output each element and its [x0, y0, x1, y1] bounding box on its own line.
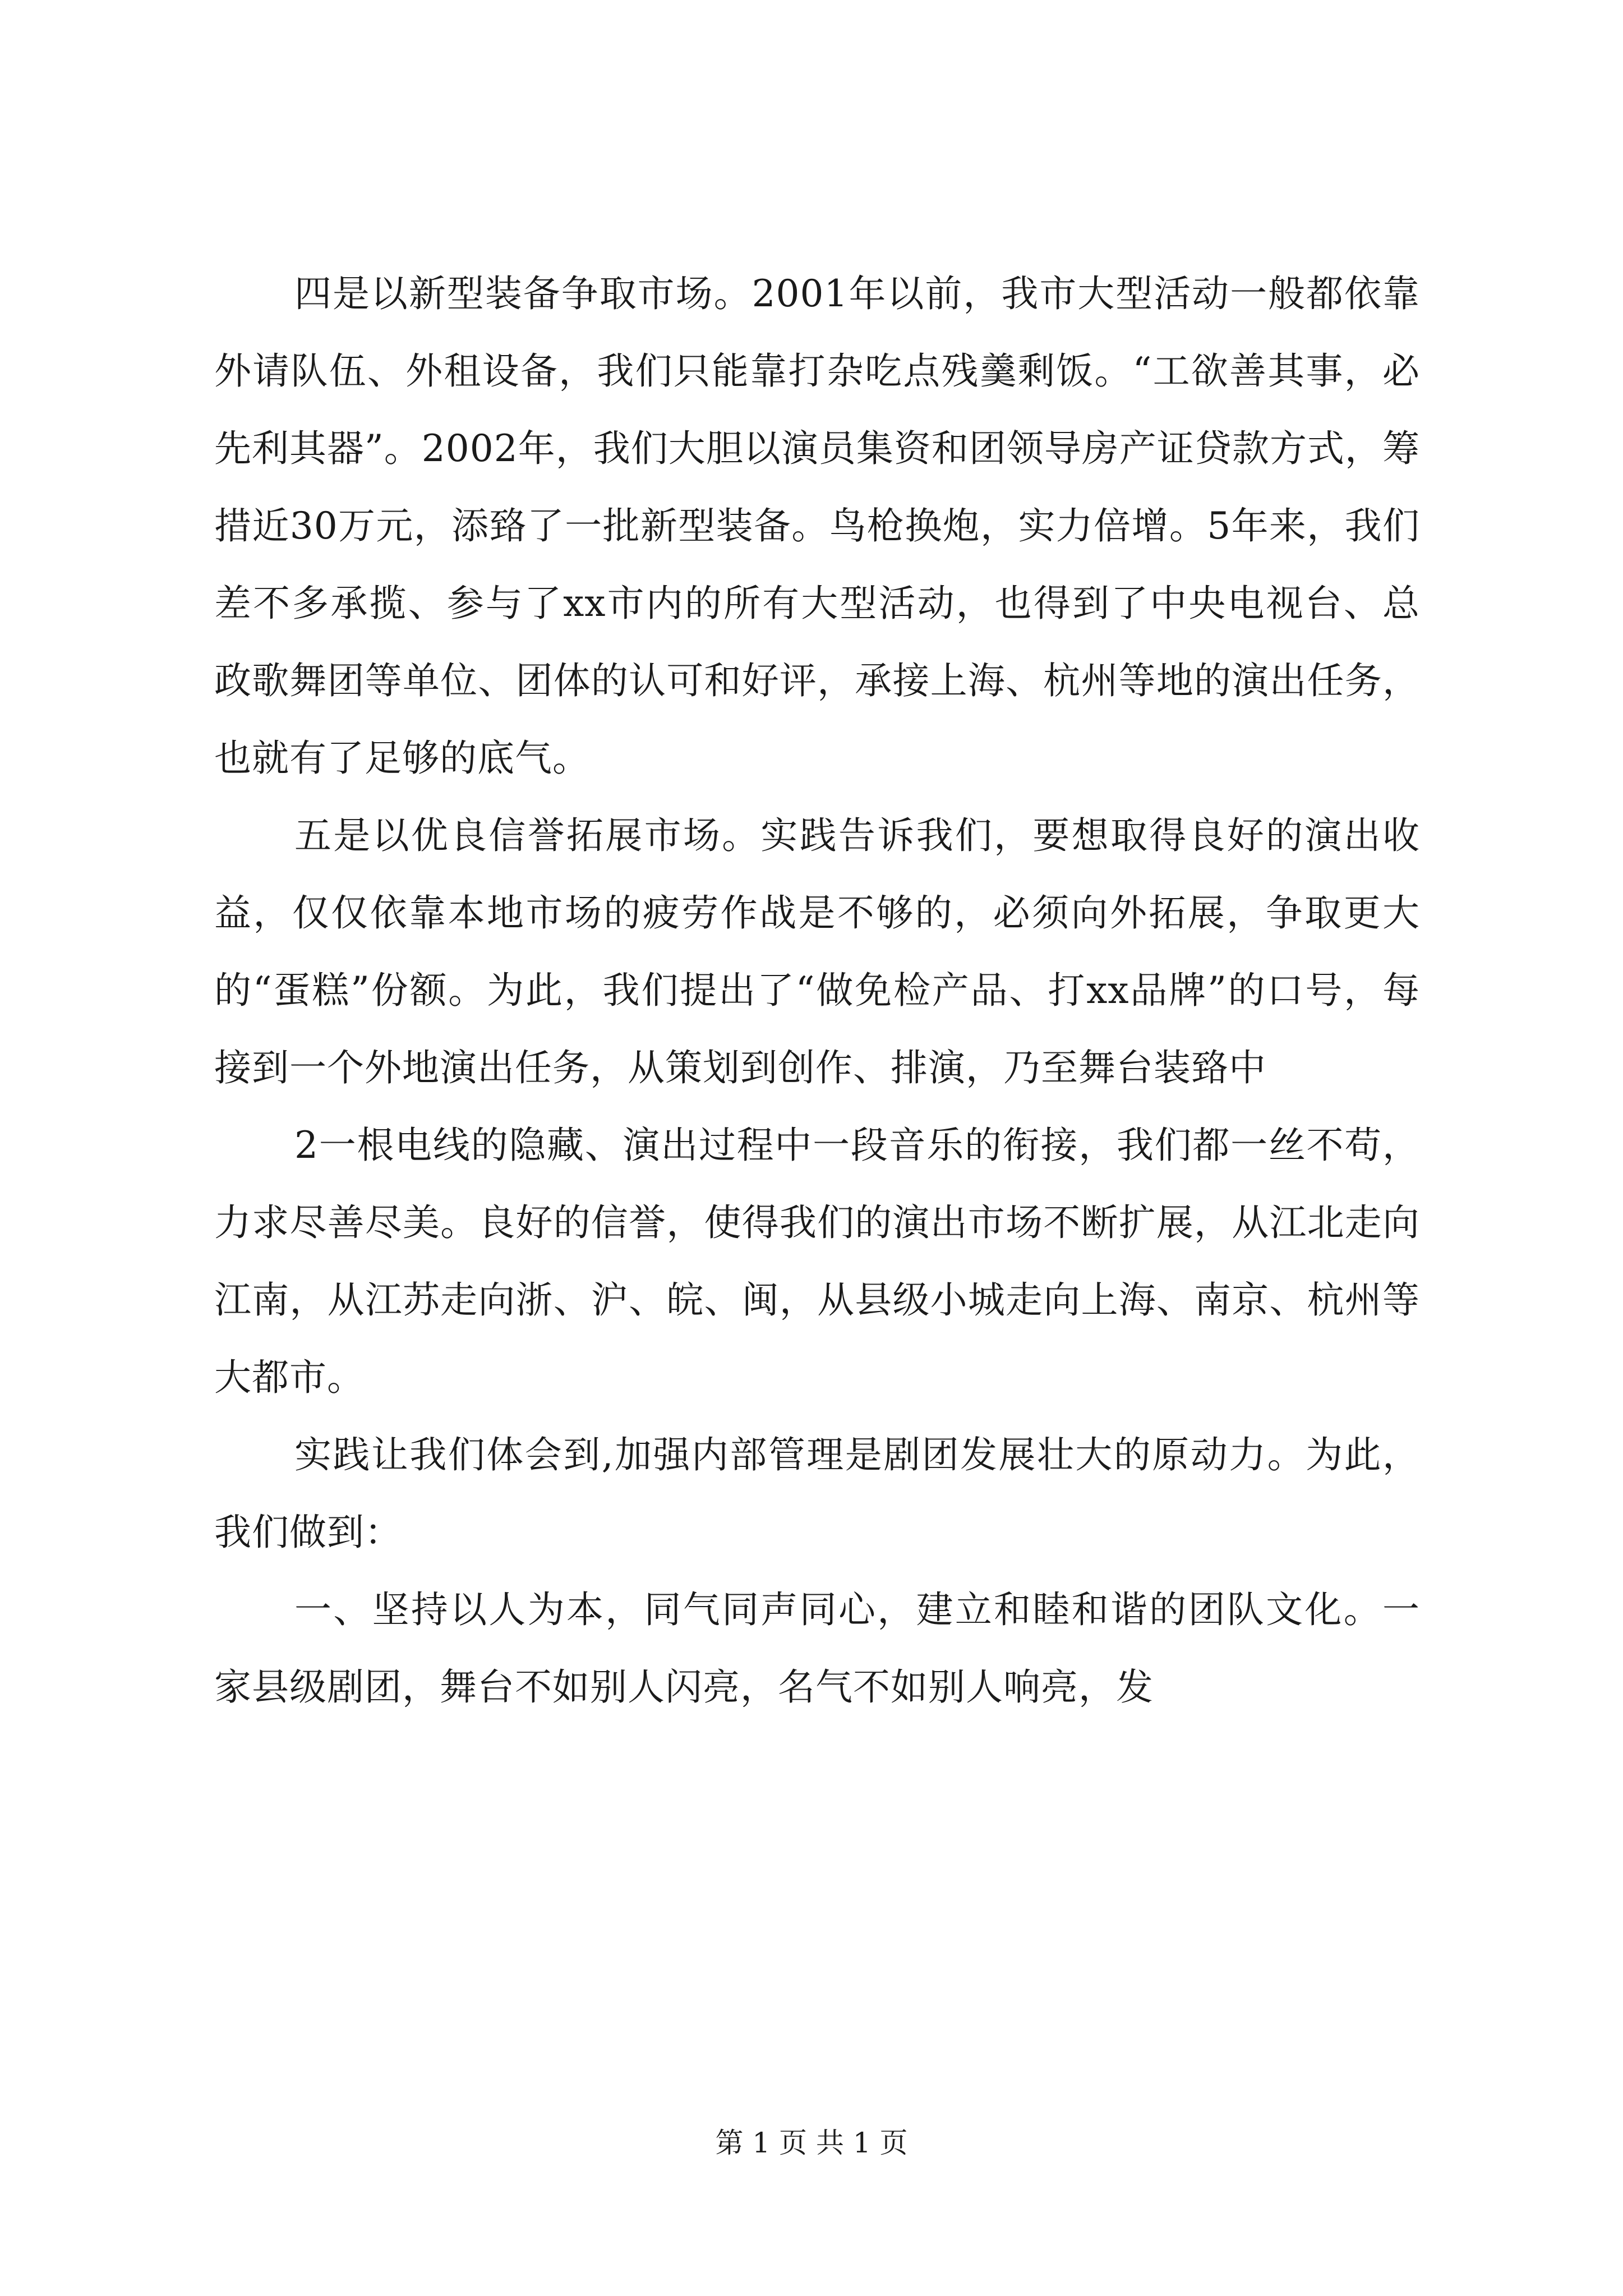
paragraph-reputation: 五是以优良信誉拓展市场。实践告诉我们，要想取得良好的演出收益，仅仅依靠本地市场的疲劳作战是不够的，必须向外拓展，争取更大的“蛋糕”份额。为此，我们提出了“做免检产品、打xx品牌”的口号，每接到一个外地演出任务，从策划到创作、排演，乃至舞台装臵中 — [214, 814, 1420, 1089]
paragraph-management: 实践让我们体会到,加强内部管理是剧团发展壮大的原动力。为此，我们做到： — [214, 1433, 1420, 1554]
paragraph-equipment: 四是以新型装备争取市场。2001年以前，我市大型活动一般都依靠外请队伍、外租设备，我们只能靠打杂吃点残羹剩饭。“工欲善其事，必先利其器”。2002年，我们大胆以演员集资和团领导房产证贷款方式，筹措近30万元，添臵了一批新型装备。鸟枪换炮，实力倍增。5年来，我们差不多承揽、参与了xx市内的所有大型活动，也得到了中央电视台、总政歌舞团等单位、团体的认可和好评，承接上海、杭州等地的演出任务，也就有了足够的底气。 — [214, 272, 1420, 780]
page-footer: 第 1 页 共 1 页 — [715, 2127, 908, 2159]
document-body — [214, 255, 1420, 1726]
paragraph-continuation: 2一根电线的隐藏、演出过程中一段音乐的衔接，我们都一丝不苟，力求尽善尽美。良好的信誉，使得我们的演出市场不断扩展，从江北走向江南，从江苏走向浙、沪、皖、闽，从县级小城走向上海、南京、杭州等大都市。 — [214, 1124, 1420, 1399]
paragraph-people-first: 一、坚持以人为本，同气同声同心，建立和睦和谐的团队文化。一家县级剧团，舞台不如别人闪亮，名气不如别人响亮，发 — [214, 1588, 1420, 1709]
